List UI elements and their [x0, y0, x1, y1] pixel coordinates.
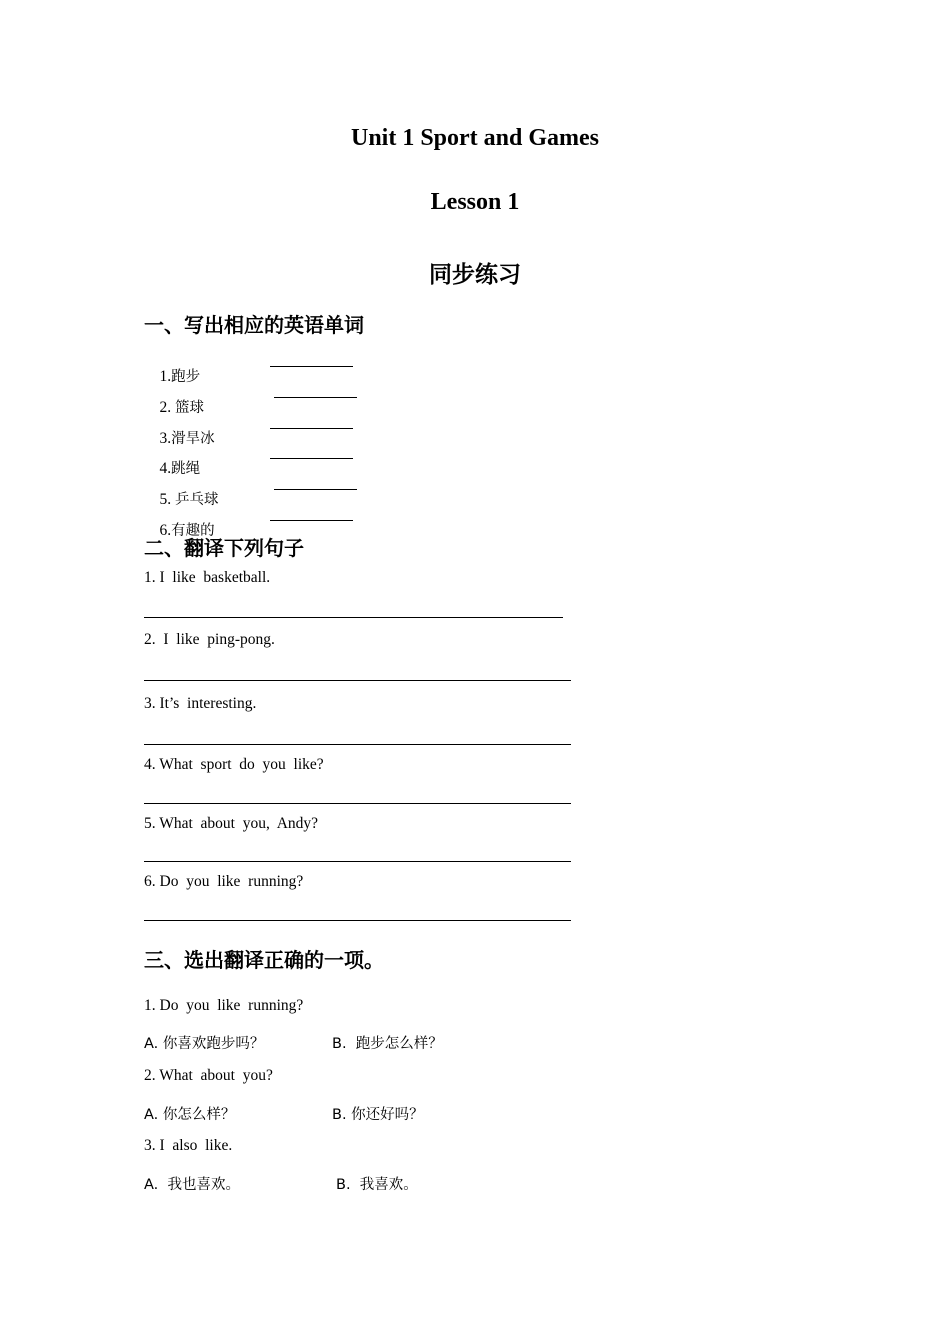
- vocab-number: 3.: [159, 430, 172, 447]
- answer-blank[interactable]: [274, 489, 357, 490]
- section2-heading: 二、翻译下列句子: [144, 536, 304, 560]
- translation-line[interactable]: [144, 680, 571, 681]
- translation-line[interactable]: [144, 803, 571, 804]
- translation-line[interactable]: [144, 617, 563, 618]
- sentence-item: 3. It’s interesting.: [144, 695, 257, 712]
- vocab-number: 1.: [159, 368, 172, 385]
- section3-heading: 三、选出翻译正确的一项。: [144, 948, 384, 972]
- sentence-item: 2. I like ping-pong.: [144, 631, 275, 648]
- answer-blank[interactable]: [270, 366, 353, 367]
- answer-blank[interactable]: [270, 428, 353, 429]
- vocab-word: 滑旱冰: [171, 431, 215, 447]
- unit-title: Unit 1 Sport and Games: [350, 125, 600, 151]
- translation-line[interactable]: [144, 861, 571, 862]
- lesson-title: Lesson 1: [430, 189, 520, 215]
- section1-heading: 一、写出相应的英语单词: [144, 313, 364, 337]
- vocab-number: 4.: [159, 460, 172, 477]
- option-a[interactable]: A. 你怎么样？: [144, 1107, 236, 1123]
- vocab-word: 跑步: [171, 369, 201, 385]
- translation-line[interactable]: [144, 744, 571, 745]
- option-b[interactable]: B. 跑步怎么样？: [332, 1036, 443, 1052]
- practice-title: 同步练习: [429, 262, 521, 288]
- vocab-number: 2.: [159, 399, 175, 416]
- sentence-item: 6. Do you like running?: [144, 873, 304, 890]
- vocab-word: 有趣的: [171, 523, 215, 539]
- option-b[interactable]: B. 我喜欢。: [336, 1177, 418, 1193]
- choice-question: 2. What about you?: [144, 1067, 273, 1084]
- option-a[interactable]: A. 你喜欢跑步吗？: [144, 1036, 265, 1052]
- translation-line[interactable]: [144, 920, 571, 921]
- option-b[interactable]: B. 你还好吗？: [332, 1107, 424, 1123]
- vocab-word: 篮球: [175, 400, 204, 416]
- answer-blank[interactable]: [270, 520, 353, 521]
- vocab-number: 5.: [159, 491, 175, 508]
- option-a[interactable]: A. 我也喜欢。: [144, 1177, 240, 1193]
- vocab-word: 乒乓球: [175, 492, 219, 508]
- choice-question: 3. I also like.: [144, 1137, 233, 1154]
- sentence-item: 4. What sport do you like?: [144, 756, 324, 773]
- vocab-word: 跳绳: [171, 461, 201, 477]
- answer-blank[interactable]: [270, 458, 353, 459]
- choice-question: 1. Do you like running?: [144, 997, 304, 1014]
- vocab-number: 6.: [159, 522, 172, 539]
- answer-blank[interactable]: [274, 397, 357, 398]
- sentence-item: 1. I like basketball.: [144, 569, 271, 586]
- sentence-item: 5. What about you, Andy?: [144, 815, 319, 832]
